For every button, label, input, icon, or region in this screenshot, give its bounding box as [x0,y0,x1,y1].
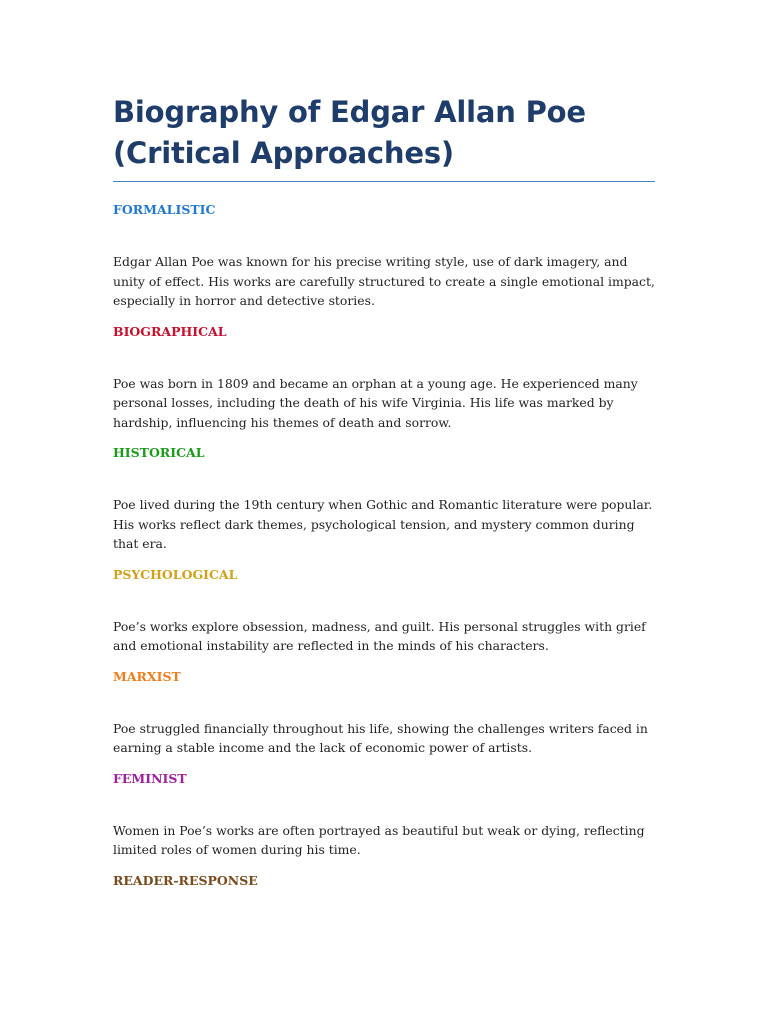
section-feminist [113,771,655,860]
section-body: Poe’s works explore obsession, madness, and guilt. His personal struggles with grief and emotional instability are reflected in the minds of his characters. [113,618,646,653]
section-heading: MARXIST [113,668,181,684]
section-heading: PSYCHOLOGICAL [113,566,238,582]
section-formalistic [113,202,655,311]
section-body: Women in Poe’s works are often portrayed as beautiful but weak or dying, reflecting limited roles of women during his time. [113,822,645,857]
section-body: Edgar Allan Poe was known for his precise writing style, use of dark imagery, and unity of effect. His works are carefully structured to create a single emotional impact, especially in horror and detective stories. [113,254,655,308]
section-reader-response [113,873,655,889]
section-body: Poe lived during the 19th century when Gothic and Romantic literature were popular. His works reflect dark themes, psychological tension, and mystery common during that era. [113,497,653,551]
section-heading: FORMALISTIC [113,202,216,217]
section-marxist [113,669,655,758]
section-body: Poe was born in 1809 and became an orphan at a young age. He experienced many personal losses, including the death of his wife Virginia. His life was marked by hardship, influencing his themes of death and sorrow. [113,375,638,430]
section-heading: HISTORICAL [113,445,205,460]
section-psychological [113,567,655,656]
section-historical [113,445,655,554]
section-biographical [113,324,655,433]
section-heading: FEMINIST [113,770,187,786]
document-page [113,92,655,889]
section-heading: READER-RESPONSE [113,872,258,888]
section-heading: BIOGRAPHICAL [113,323,227,339]
section-body: Poe struggled financially throughout his life, showing the challenges writers faced in earning a stable income and the lack of economic power of artists. [113,720,648,755]
document-title: Biography of Edgar Allan Poe (Critical Approaches) [113,92,655,182]
